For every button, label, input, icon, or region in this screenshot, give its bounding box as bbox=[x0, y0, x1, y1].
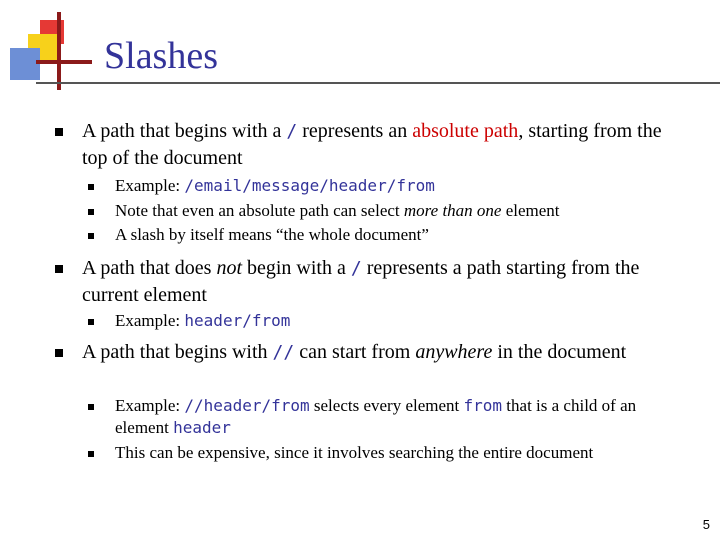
code-snippet: header/from bbox=[184, 311, 291, 330]
bullet-marker bbox=[55, 349, 63, 357]
sub-bullet-marker bbox=[88, 233, 94, 239]
sub-bullet-text: Example: bbox=[115, 311, 185, 330]
bullet-text: , starting from the top of the document bbox=[82, 120, 662, 169]
bullet-text: begin with a bbox=[242, 257, 351, 279]
code-snippet: /email/message/header/from bbox=[184, 176, 435, 195]
sub-bullet-marker bbox=[88, 184, 94, 190]
logo-vertical-bar bbox=[57, 12, 61, 90]
emphasis-text: anywhere bbox=[415, 341, 493, 363]
highlighted-term: absolute path bbox=[412, 120, 519, 142]
bullet-relative-path bbox=[82, 255, 692, 308]
page-title: Slashes bbox=[104, 35, 218, 77]
bullet-text: in the document bbox=[492, 341, 627, 363]
sub-bullet-marker bbox=[88, 404, 94, 410]
bullet-text: A path that begins with a bbox=[82, 120, 287, 142]
code-snippet: / bbox=[350, 258, 362, 279]
bullet-text: A path that does bbox=[82, 257, 217, 279]
code-snippet: from bbox=[463, 396, 503, 415]
emphasis-text: not bbox=[216, 257, 242, 279]
page-number: 5 bbox=[702, 517, 710, 532]
bullet-text: represents a path starting from the current element bbox=[82, 257, 640, 306]
slide-logo bbox=[0, 0, 100, 100]
sub-bullet-marker bbox=[88, 319, 94, 325]
sub-bullet-more-than-one bbox=[115, 200, 675, 222]
code-snippet: // bbox=[272, 342, 295, 363]
bullet-text: can start from bbox=[294, 341, 416, 363]
sub-bullet-marker bbox=[88, 451, 94, 457]
sub-bullet-text: element bbox=[501, 201, 560, 220]
code-snippet: / bbox=[286, 121, 298, 142]
sub-bullet-text: Example: bbox=[115, 176, 185, 195]
bullet-text: A path that begins with bbox=[82, 341, 273, 363]
sub-bullet-text: that is a child of an element bbox=[115, 396, 637, 437]
sub-bullet-example-anywhere bbox=[115, 395, 675, 439]
sub-bullet-slash-by-itself bbox=[115, 224, 675, 246]
sub-bullet-text: Note that even an absolute path can select bbox=[115, 201, 404, 220]
title-divider bbox=[36, 82, 720, 84]
bullet-absolute-path bbox=[82, 118, 692, 171]
sub-bullet-text: This can be expensive, since it involves searching the entire document bbox=[115, 443, 594, 462]
sub-bullet-text: selects every element bbox=[309, 396, 464, 415]
logo-blue-square bbox=[10, 48, 40, 80]
code-snippet: header bbox=[173, 418, 231, 437]
sub-bullet-example-absolute bbox=[115, 175, 675, 197]
sub-bullet-text: A slash by itself means “the whole document” bbox=[115, 225, 429, 244]
sub-bullet-marker bbox=[88, 209, 94, 215]
logo-horizontal-bar bbox=[36, 60, 92, 64]
sub-bullet-text: Example: bbox=[115, 396, 185, 415]
bullet-marker bbox=[55, 128, 63, 136]
bullet-text: represents an bbox=[297, 120, 413, 142]
sub-bullet-example-relative bbox=[115, 310, 675, 332]
code-snippet: //header/from bbox=[184, 396, 310, 415]
bullet-anywhere-path bbox=[82, 339, 692, 366]
emphasis-text: more than one bbox=[403, 201, 502, 220]
bullet-marker bbox=[55, 265, 63, 273]
sub-bullet-expensive bbox=[115, 442, 675, 464]
